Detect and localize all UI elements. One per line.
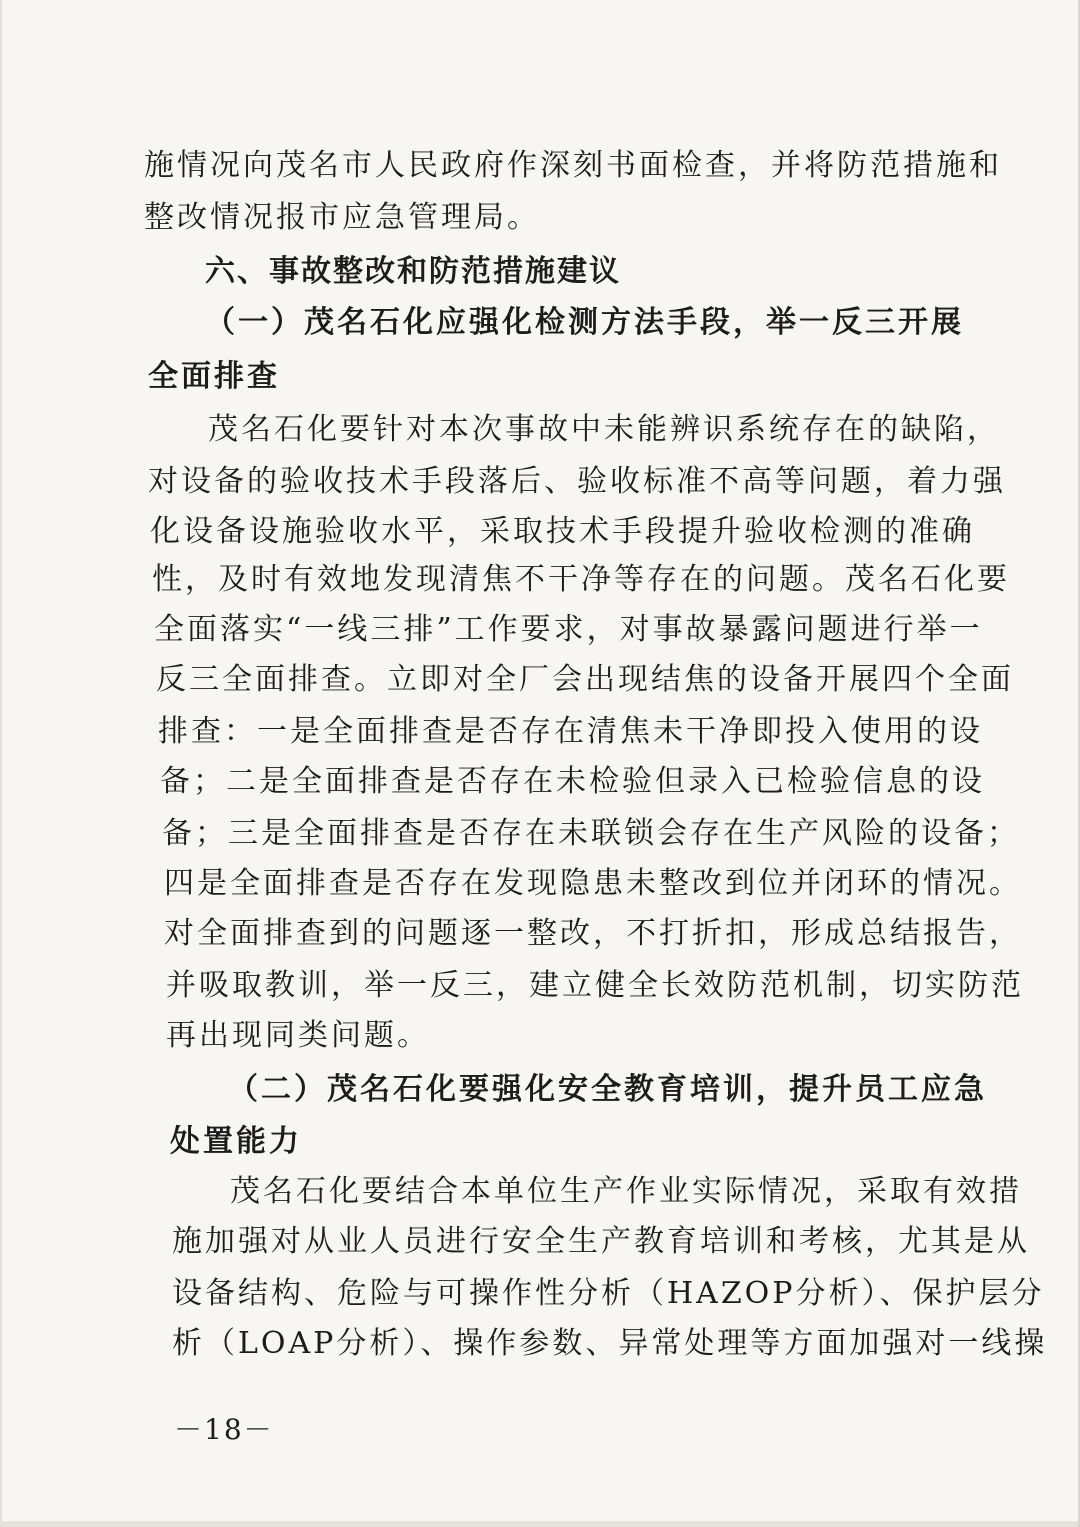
body-line: 整改情况报市应急管理局。 — [144, 200, 540, 235]
body-line: 茂名石化要针对本次事故中未能辨识系统存在的缺陷， — [208, 412, 1000, 447]
page-number: －18－ — [174, 1413, 274, 1446]
body-line: 施情况向茂名市人民政府作深刻书面检查，并将防范措施和 — [144, 148, 1002, 183]
body-line: 排查：一是全面排查是否存在清焦未干净即投入使用的设 — [158, 714, 983, 749]
body-line: 施加强对从业人员进行安全生产教育培训和考核，尤其是从 — [172, 1224, 1030, 1259]
body-line: 性，及时有效地发现清焦不干净等存在的问题。茂名石化要 — [152, 562, 1010, 597]
section-heading: 六、事故整改和防范措施建议 — [205, 254, 621, 289]
body-line: 再出现同类问题。 — [166, 1018, 430, 1053]
body-line: 备；二是全面排查是否存在未检验但录入已检验信息的设 — [160, 764, 985, 799]
document-body — [2, 0, 1080, 1527]
body-line: 四是全面排查是否存在发现隐患未整改到位并闭环的情况。 — [164, 866, 1022, 901]
body-line: 茂名石化要结合本单位生产作业实际情况，采取有效措 — [230, 1174, 1022, 1209]
body-line: 对设备的验收技术手段落后、验收标准不高等问题，着力强 — [148, 464, 1006, 499]
subsection-heading: （一）茂名石化应强化检测方法手段，举一反三开展 — [205, 305, 964, 340]
body-line: 反三全面排查。立即对全厂会出现结焦的设备开展四个全面 — [156, 662, 1014, 697]
subsection-heading: （二）茂名石化要强化安全教育培训，提升员工应急 — [228, 1072, 987, 1107]
body-line: 对全面排查到的问题逐一整改，不打折扣，形成总结报告， — [164, 916, 1022, 951]
body-line: 析（LOAP分析）、操作参数、异常处理等方面加强对一线操 — [172, 1326, 1048, 1361]
body-line: 并吸取教训，举一反三，建立健全长效防范机制，切实防范 — [166, 968, 1024, 1003]
subsection-heading-continued: 全面排查 — [148, 359, 280, 394]
subsection-heading-continued: 处置能力 — [170, 1124, 302, 1159]
body-line: 全面落实“一线三排”工作要求，对事故暴露问题进行举一 — [154, 612, 983, 647]
body-line: 设备结构、危险与可操作性分析（HAZOP分析）、保护层分 — [172, 1276, 1045, 1311]
body-line: 化设备设施验收水平，采取技术手段提升验收检测的准确 — [150, 514, 975, 549]
body-line: 备；三是全面排查是否存在未联锁会存在生产风险的设备； — [162, 816, 1020, 851]
